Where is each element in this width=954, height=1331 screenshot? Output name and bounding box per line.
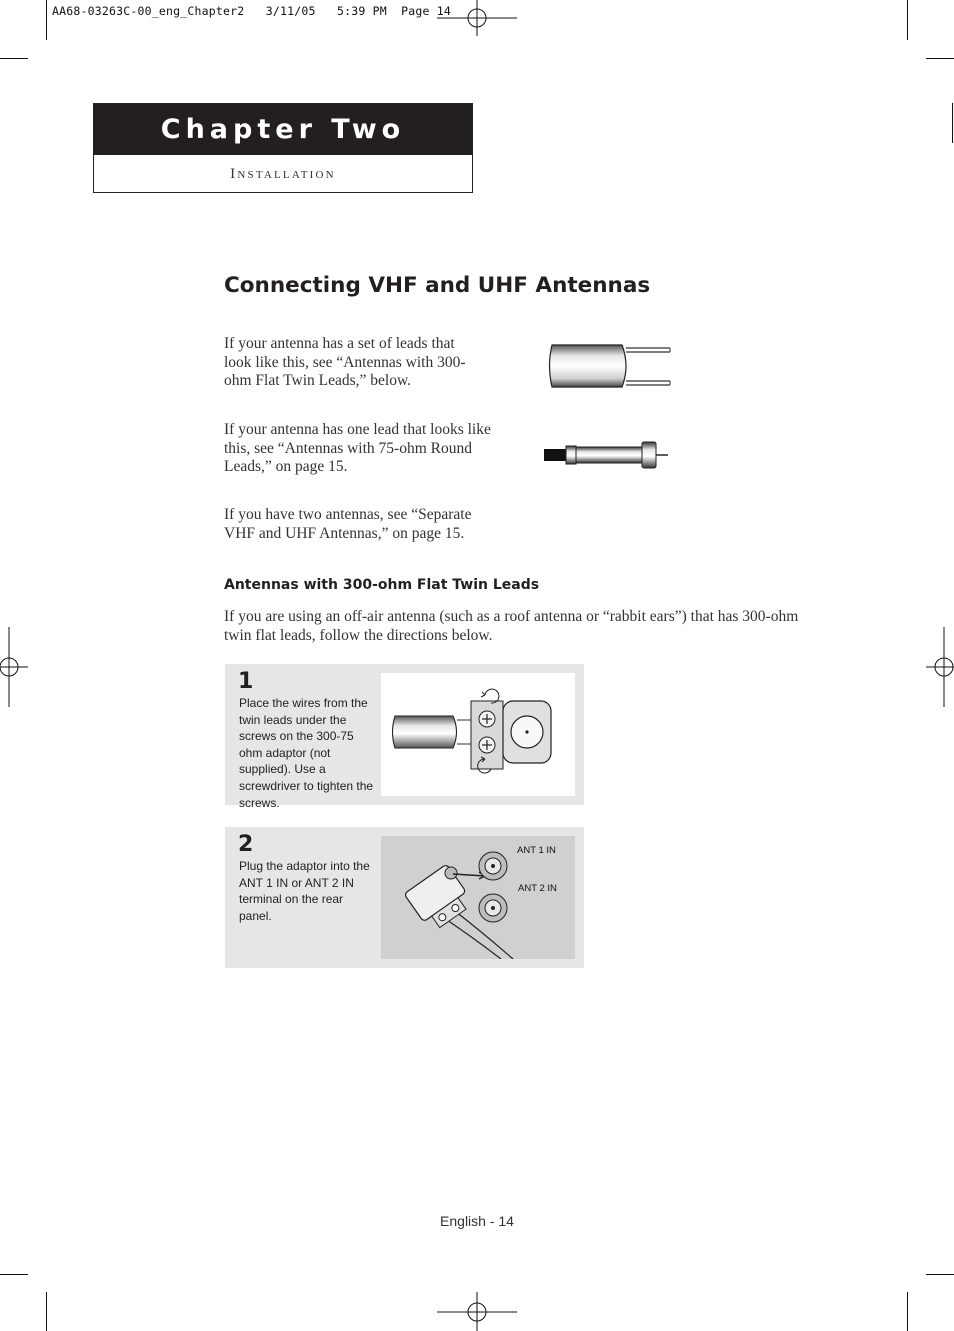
section-heading: Connecting VHF and UHF Antennas — [224, 273, 651, 298]
crop-mark — [952, 103, 953, 143]
crop-mark — [0, 1274, 28, 1275]
step-instructions: Place the wires from the twin leads under the screws on the 300-75 ohm adaptor (not supplied). Use a screwdriver to tighten the screws. — [239, 696, 374, 810]
chapter-header — [93, 103, 473, 193]
ant2-in-label: ANT 2 IN — [518, 883, 557, 894]
chapter-title: Chapter Two — [94, 104, 472, 155]
step-number: 2 — [238, 832, 254, 857]
ant1-in-label: ANT 1 IN — [517, 845, 556, 856]
crop-mark — [0, 58, 28, 59]
slug-time: 5:39 PM — [336, 4, 387, 18]
rear-panel-illustration — [381, 836, 575, 959]
round-lead-icon — [544, 438, 670, 472]
slug-page: Page 14 — [401, 4, 451, 18]
subsection-intro: If you are using an off-air antenna (such as a roof antenna or “rabbit ears”) that has 300-ohm twin flat leads, follow the directions below. — [224, 608, 799, 644]
step-panel-1 — [225, 664, 584, 810]
registration-mark-icon — [926, 627, 954, 707]
step-number: 1 — [238, 669, 254, 694]
crop-mark — [926, 58, 954, 59]
page-number: English - 14 — [440, 1213, 514, 1229]
chapter-subtitle: Installation — [230, 166, 336, 182]
intro-paragraph-round-lead: If your antenna has one lead that looks like this, see “Antennas with 75-ohm Round Leads,” on page 15. — [224, 421, 491, 475]
registration-mark-icon — [437, 0, 517, 36]
crop-mark — [46, 1292, 47, 1331]
crop-mark — [46, 0, 47, 40]
crop-mark — [926, 1274, 954, 1275]
crop-mark — [907, 1292, 908, 1331]
subsection-heading: Antennas with 300-ohm Flat Twin Leads — [224, 577, 540, 593]
crop-mark — [907, 0, 908, 40]
slug-date: 3/11/05 — [265, 4, 316, 18]
slug-file: AA68-03263C-00_eng_Chapter2 — [52, 4, 245, 18]
print-slug — [52, 4, 451, 18]
step-instructions: Plug the adaptor into the ANT 1 IN or ANT 2 IN terminal on the rear panel. — [239, 859, 370, 923]
step-panel-2 — [225, 827, 584, 968]
flat-twin-lead-icon — [546, 342, 674, 390]
intro-paragraph-flat-leads: If your antenna has a set of leads that look like this, see “Antennas with 300-ohm Flat Twin Leads,” below. — [224, 335, 466, 389]
intro-paragraph-two-antennas: If you have two antennas, see “Separate VHF and UHF Antennas,” on page 15. — [224, 506, 472, 542]
adaptor-wiring-icon — [381, 673, 575, 796]
registration-mark-icon — [0, 627, 28, 707]
registration-mark-icon — [437, 1292, 517, 1331]
